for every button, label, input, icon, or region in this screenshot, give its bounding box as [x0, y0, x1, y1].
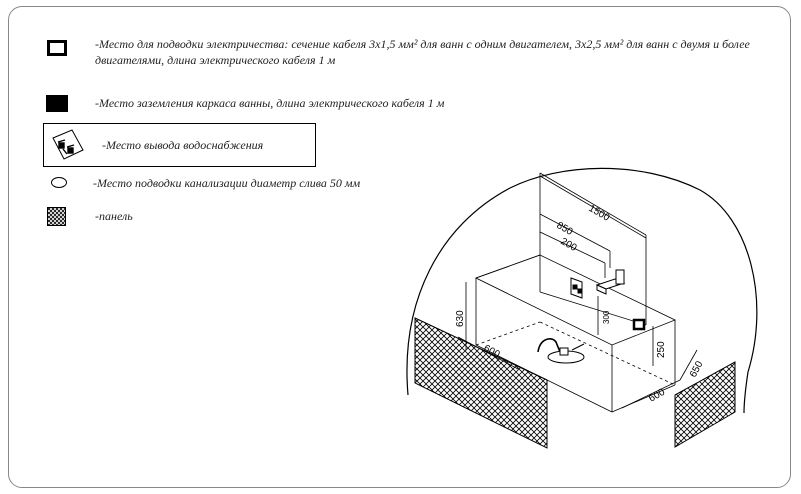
left-panel: [415, 318, 547, 448]
dim-front-depth: 600: [647, 386, 667, 405]
legend-water: -Место вывода водоснабжения: [102, 138, 264, 152]
legend-electric: -Место для подводки электричества: сечение кабеля 3х1,5 мм² для ванн с одним двигателем, 3х2,5 мм² для ванн с двумя и более двигателями, длина электрического кабеля 1 м: [95, 37, 750, 67]
dim-inner: 200: [558, 236, 579, 254]
floor-faucet-icon: [538, 339, 584, 363]
dim-socket-height: 250: [656, 341, 667, 358]
wall-socket-icon: [634, 320, 644, 329]
legend-panel: -панель: [95, 209, 133, 223]
dim-mid: 850: [554, 220, 575, 238]
wall-water-outlet: [571, 278, 582, 298]
dim-height: 630: [455, 310, 466, 327]
dim-right-depth: 650: [687, 359, 706, 380]
right-panel: [675, 362, 735, 447]
dim-width-top: 1500: [586, 203, 612, 224]
legend-sewer: -Место подводки канализации диаметр слива 50 мм: [93, 176, 361, 190]
dim-pipe-height: 300: [602, 310, 611, 324]
legend-ground: -Место заземления каркаса ванны, длина электрического кабеля 1 м: [95, 96, 445, 110]
dim-left-depth: 600: [481, 342, 502, 361]
pipe-bracket: [597, 270, 624, 294]
